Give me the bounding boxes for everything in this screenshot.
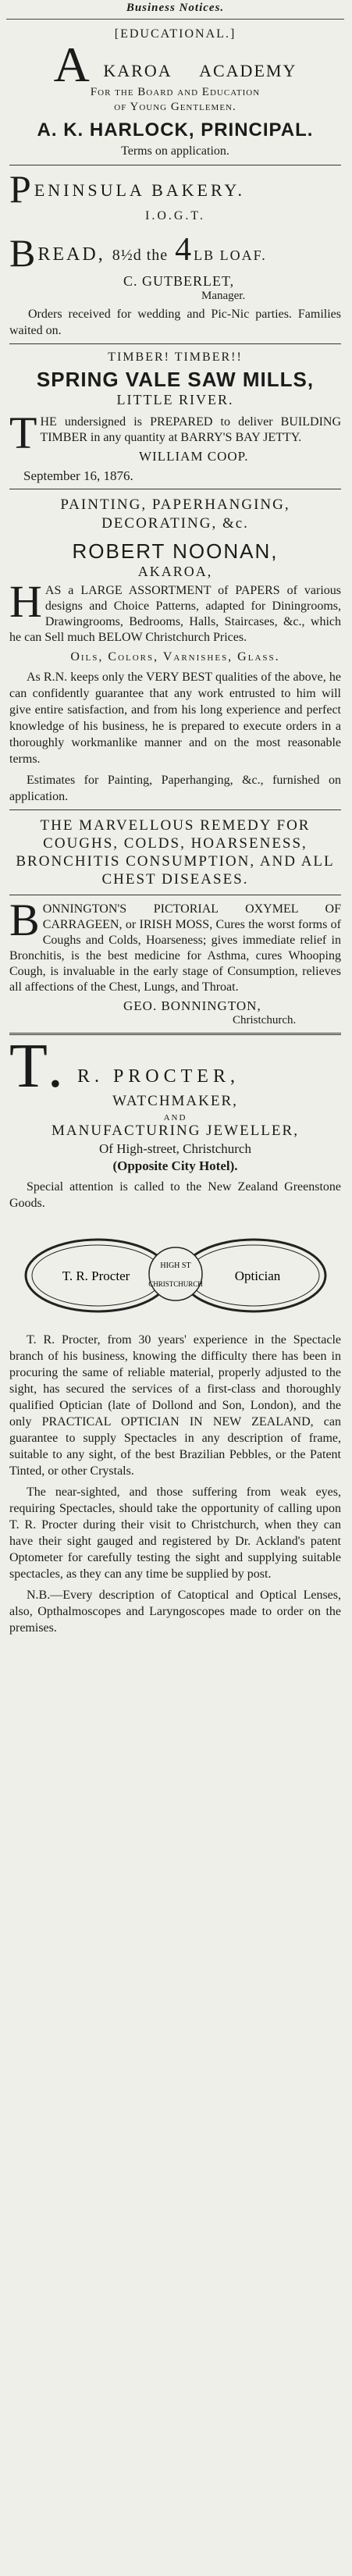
- procter-manu: MANUFACTURING JEWELLER,: [52, 1123, 299, 1139]
- sawmill-notice: [6, 350, 344, 484]
- bakery-owner: C. GUTBERLET,: [123, 273, 235, 289]
- sawmill-signer: WILLIAM COOP.: [139, 449, 249, 464]
- sawmill-place: LITTLE RIVER.: [116, 392, 234, 407]
- procter-greenstone: Special attention is called to the New Zealand Greenstone Goods.: [9, 1180, 341, 1210]
- remedy-dropcap: B: [9, 895, 40, 945]
- painting-intro-text: AS a LARGE ASSORTMENT of PAPERS of various designs and Choice Patterns, adapted for Diningrooms, Drawingrooms, Bedrooms, Halls, Staircases, &c., which he can Sell much BELOW Christchurch Prices.: [9, 584, 341, 644]
- bakery-owner-role: Manager.: [201, 290, 246, 302]
- painting-name: ROBERT NOONAN,: [72, 539, 279, 563]
- sawmill-body-text: HE undersigned is PREPARED to deliver BUILDING TIMBER in any quantity at BARRY'S BAY JETTY.: [40, 415, 341, 444]
- procter-watch: WATCHMAKER,: [112, 1093, 238, 1109]
- bread-lb: LB LOAF.: [194, 247, 267, 263]
- spec-center1: HIGH ST: [159, 1261, 191, 1270]
- bread-rest: READ,: [37, 244, 105, 265]
- sawmill-dropcap: T: [9, 407, 37, 458]
- painting-para: As R.N. keeps only the VERY BEST qualities of the above, he can confidently guarantee that any work entrusted to him will give entire satisfaction, and from his long experience and perfect knowledge of his business, he is prepared to execute orders in a thoroughly workmanlike manner and on the most reasonable terms.: [9, 671, 341, 766]
- academy-sub2: of Young Gentlemen.: [114, 101, 236, 113]
- procter-body1: T. R. Procter, from 30 years' experience in the Spectacle branch of his business, knowing the difficulty there has been in procuring the same of reliable material, properly adjusted to the sight, has secured the services of a first-class and thoroughly qualified Optician (late of Dollond and Son, London), and the only PRACTICAL OPTICIAN IN NEW ZEALAND, can guarantee to supply Spectacles in any description of frame, suitable to any sight, of the best Brazilian Pebbles, or the Patent Tinted, or other Crystals.: [9, 1333, 341, 1478]
- procter-notice: [6, 1032, 344, 1636]
- remedy-body: [9, 895, 341, 995]
- academy-principal: A. K. HARLOCK, PRINCIPAL.: [37, 119, 314, 141]
- painting-intro: [9, 576, 341, 646]
- divider: [9, 343, 341, 344]
- painting-place: AKAROA,: [137, 564, 213, 579]
- bread-price-line: [9, 231, 344, 275]
- sawmill-date: September 16, 1876.: [23, 468, 133, 483]
- remedy-signer: GEO. BONNINGTON,: [123, 998, 261, 1013]
- bakery-iogt: I.O.G.T.: [144, 209, 206, 222]
- procter-addr2: (Opposite City Hotel).: [112, 1158, 238, 1173]
- bread-initial: B: [9, 231, 38, 275]
- procter-initial: T.: [9, 1032, 68, 1101]
- spec-right-label: Optician: [234, 1268, 280, 1283]
- bakery-initial: P: [9, 167, 34, 211]
- academy-notice: [6, 27, 344, 158]
- bakery-title-rest: ENINSULA BAKERY.: [34, 180, 245, 200]
- bread-mid: 8½d the: [112, 247, 169, 264]
- bakery-title: [9, 167, 344, 211]
- academy-title-b: ACADEMY: [199, 61, 297, 80]
- procter-body3: N.B.—Every description of Catoptical and Optical Lenses, also, Opthalmoscopes and Laryngoscopes made to order on the premises.: [9, 1589, 341, 1635]
- academy-title-a: KAROA: [103, 61, 172, 80]
- divider: [9, 809, 341, 810]
- remedy-body-text: ONNINGTON'S PICTORIAL OXYMEL OF CARRAGEEN, or IRISH MOSS, Cures the worst forms of Coughs and Colds, Hoarseness; gives immediate relief in Bronchitis, is the best medicine for Asthma, cures Whooping Cough, is invaluable in the early stage of Consumption, relieves all affections of the Chest, Lungs, and Throat.: [9, 902, 341, 994]
- spec-center2: CHRISTCHURCH: [148, 1280, 203, 1288]
- spec-left-label: T. R. Procter: [62, 1268, 130, 1283]
- section-tag: [EDUCATIONAL.]: [114, 27, 236, 41]
- remedy-place: Christchurch.: [233, 1014, 297, 1026]
- remedy-head: THE MARVELLOUS REMEDY FOR COUGHS, COLDS, HOARSENESS, BRONCHITIS CONSUMPTION, AND ALL CHEST DISEASES.: [16, 817, 335, 888]
- painting-head: PAINTING, PAPERHANGING, DECORATING, &c.: [60, 496, 290, 532]
- painting-oils: Oils, Colors, Varnishes, Glass.: [70, 650, 280, 664]
- spectacles-icon: [20, 1222, 332, 1324]
- bread-four: 4: [175, 232, 194, 268]
- procter-body2: The near-sighted, and those suffering from weak eyes, requiring Spectacles, should take the opportunity of calling upon T. R. Procter during their visit to Christchurch, when they can have their sight gauged and registered by Dr. Ackland's patent Optometer for carefully testing the sight and supplying suitable spectacles, as they can any time be supplied by post.: [9, 1485, 341, 1581]
- procter-name-rest: R. PROCTER,: [76, 1066, 240, 1087]
- academy-sub1: For the Board and Education: [90, 86, 261, 98]
- painting-estimates: Estimates for Painting, Paperhanging, &c., furnished on application.: [9, 774, 341, 803]
- academy-initial: A: [53, 37, 94, 92]
- bakery-orders: Orders received for wedding and Pic-Nic parties. Families waited on.: [9, 308, 341, 337]
- procter-and: AND: [163, 1113, 187, 1123]
- masthead: Business Notices.: [6, 0, 344, 20]
- sawmill-name: SPRING VALE SAW MILLS,: [36, 368, 315, 391]
- procter-addr1: Of High-street, Christchurch: [99, 1141, 251, 1156]
- sawmill-timber: TIMBER! TIMBER!!: [108, 350, 243, 364]
- painting-dropcap: H: [9, 576, 42, 627]
- bakery-notice: [6, 167, 344, 339]
- painting-notice: [6, 496, 344, 805]
- spectacles-illustration: [6, 1222, 344, 1324]
- academy-terms: Terms on application.: [121, 144, 229, 158]
- center-seal: [149, 1247, 202, 1300]
- remedy-notice: [6, 817, 344, 1027]
